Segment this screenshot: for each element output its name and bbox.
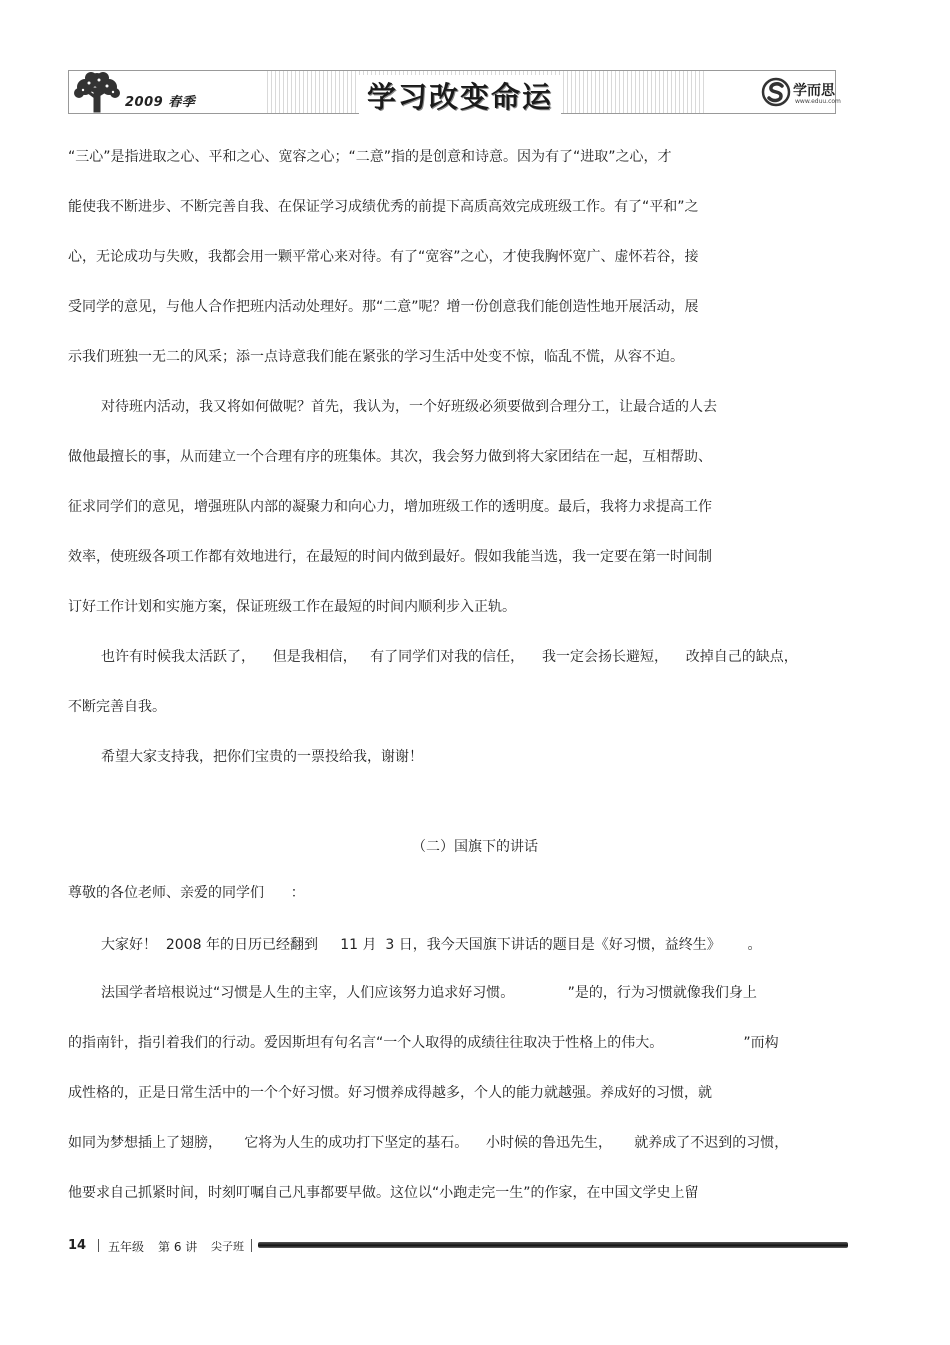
text-line: 征求同学们的意见，增强班队内部的凝聚力和向心力，增加班级工作的透明度。最后，我将力求提高工作 <box>68 499 712 515</box>
brand-url: www.eduu.com <box>795 98 841 105</box>
text-line: 他要求自己抓紧时间，时刻叮嘱自己凡事都要早做。这位以“小跑走完一生”的作家，在中国文学史上留 <box>68 1185 699 1201</box>
text-line: 心，无论成功与失败，我都会用一颗平常心来对待。有了“宽容”之心，才使我胸怀宽广、虚怀若谷，接 <box>68 249 699 265</box>
brand-logo-icon <box>761 77 791 107</box>
footer-class: 尖子班 <box>211 1240 244 1253</box>
salutation: 尊敬的各位老师、亲爱的同学们 ： <box>68 885 305 901</box>
header-banner <box>68 70 841 114</box>
paragraph-start: 希望大家支持我，把你们宝贵的一票投给我，谢谢！ <box>101 749 423 765</box>
header-title: 学习改变命运 <box>359 75 561 116</box>
text-line: 如同为梦想插上了翅膀， 它将为人生的成功打下坚定的基石。 小时候的鲁迅先生， 就养成了不迟到的习惯， <box>68 1135 789 1151</box>
footer-bar <box>258 1242 848 1248</box>
tree-logo-icon <box>69 71 125 113</box>
text-line: “三心”是指进取之心、平和之心、宽容之心；“二意”指的是创意和诗意。因为有了“进取”之心，才 <box>68 149 672 165</box>
text-line: 成性格的，正是日常生活中的一个个好习惯。好习惯养成得越多，个人的能力就越强。养成好的习惯，就 <box>68 1085 712 1101</box>
page-number: 14 <box>68 1238 87 1253</box>
footer-divider <box>251 1239 252 1252</box>
text-line: 受同学的意见，与他人合作把班内活动处理好。那“二意”呢？增一份创意我们能创造性地开展活动，展 <box>68 299 699 315</box>
text-line: 订好工作计划和实施方案，保证班级工作在最短的时间内顺利步入正轨。 <box>68 599 516 615</box>
page-footer <box>68 1236 848 1256</box>
paragraph-start: 也许有时候我太活跃了， 但是我相信， 有了同学们对我的信任， 我一定会扬长避短， 改掉自己的缺点， <box>101 649 798 665</box>
brand-name: 学而思 <box>793 83 835 99</box>
text-line: 做他最擅长的事，从而建立一个合理有序的班集体。其次，我会努力做到将大家团结在一起，互相帮助、 <box>68 449 712 465</box>
paragraph-start: 法国学者培根说过“习惯是人生的主宰，人们应该努力追求好习惯。 ”是的，行为习惯就像我们身上 <box>101 985 757 1001</box>
footer-grade: 五年级 <box>108 1240 145 1254</box>
paragraph-start: 对待班内活动，我又将如何做呢？首先，我认为，一个好班级必须要做到合理分工，让最合适的人去 <box>101 399 717 415</box>
section-title: （二）国旗下的讲话 <box>412 839 538 855</box>
text-line: 不断完善自我。 <box>68 699 166 715</box>
footer-lesson: 第 6 讲 <box>158 1240 198 1254</box>
footer-divider <box>98 1239 99 1252</box>
text-line: 的指南针，指引着我们的行动。爱因斯坦有句名言“一个人取得的成绩往往取决于性格上的伟大。 ”而构 <box>68 1035 779 1051</box>
text-line: 能使我不断进步、不断完善自我、在保证学习成绩优秀的前提下高质高效完成班级工作。有了“平和”之 <box>68 199 699 215</box>
text-line: 效率，使班级各项工作都有效地进行，在最短的时间内做到最好。假如我能当选，我一定要在第一时间制 <box>68 549 712 565</box>
paragraph-start: 大家好！ 2008 年的日历已经翻到 11 月 3 日，我今天国旗下讲话的题目是《好习惯，益终生》 。 <box>101 937 762 953</box>
text-line: 示我们班独一无二的风采；添一点诗意我们能在紧张的学习生活中处变不惊，临乱不慌，从容不迫。 <box>68 349 684 365</box>
season-label: 2009 春季 <box>125 95 196 110</box>
